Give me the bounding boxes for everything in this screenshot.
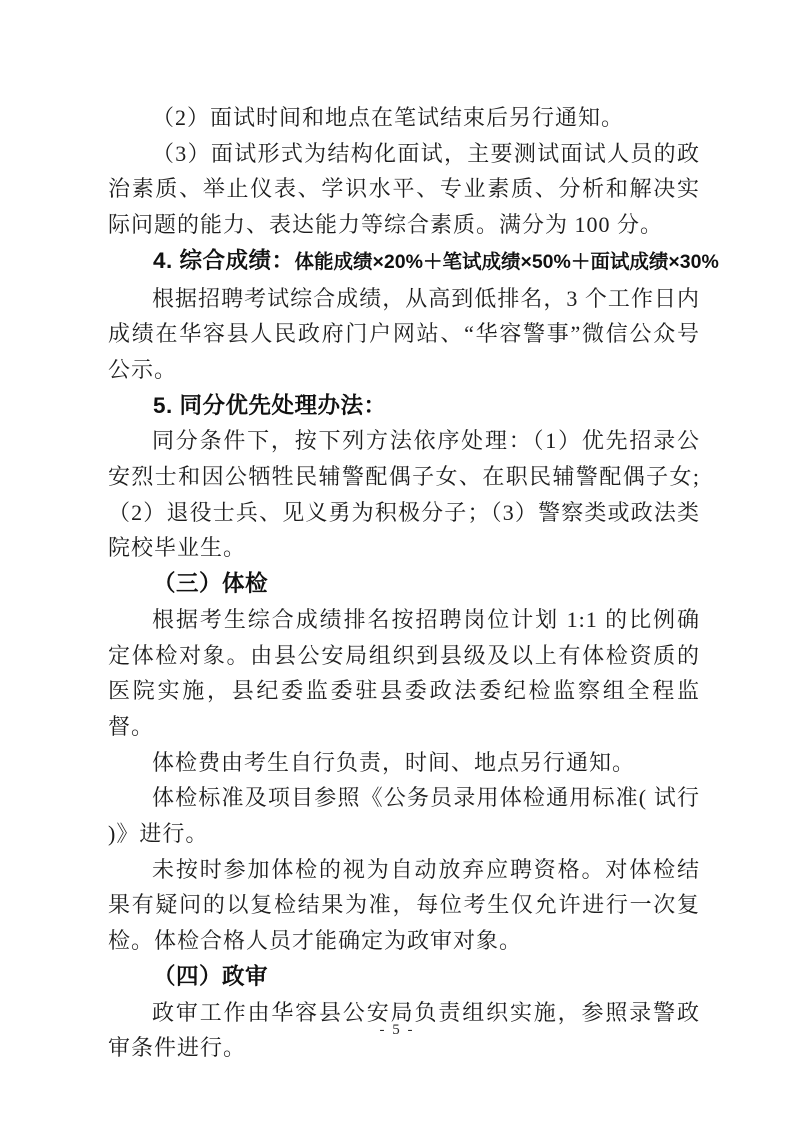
- heading-tiebreak-rules: 5. 同分优先处理办法：: [153, 392, 387, 418]
- para-physical-exam-rules: 未按时参加体检的视为自动放弃应聘资格。对体检结果有疑问的以复检结果为准，每位考生仅允许进行一次复检。体检合格人员才能确定为政审对象。: [108, 856, 700, 954]
- composite-score-formula: 体能成绩×20%＋笔试成绩×50%＋面试成绩×30%: [294, 250, 719, 273]
- page-content: [108, 100, 719, 1066]
- composite-score-label: 4. 综合成绩：: [153, 247, 295, 273]
- heading-composite-score: [108, 243, 719, 281]
- heading-section-political-review: （四）政审: [153, 963, 269, 989]
- para-physical-exam-arrangement: 根据考生综合成绩排名按招聘岗位计划 1:1 的比例确定体检对象。由县公安局组织到县级及以上有体检资质的医院实施，县纪委监委驻县委政法委纪检监察组全程监督。: [108, 606, 700, 739]
- heading-section-physical-exam: （三）体检: [153, 571, 269, 597]
- para-interview-notice: （2）面试时间和地点在笔试结束后另行通知。: [152, 105, 625, 130]
- para-score-publication: 根据招聘考试综合成绩，从高到低排名，3 个工作日内成绩在华容县人民政府门户网站、“华容警事”微信公众号公示。: [108, 285, 700, 382]
- para-political-review: 政审工作由华容县公安局负责组织实施，参照录警政审条件进行。: [108, 999, 700, 1061]
- para-physical-exam-fee: 体检费由考生自行负责，时间、地点另行通知。: [152, 749, 636, 775]
- para-interview-format: （3）面试形式为结构化面试，主要测试面试人员的政治素质、举止仪表、学识水平、专业素质、分析和解决实际问题的能力、表达能力等综合素质。满分为 100 分。: [108, 140, 700, 238]
- page-number: - 5 -: [379, 1022, 415, 1038]
- para-tiebreak-details: 同分条件下，按下列方法依序处理：（1）优先招录公安烈士和因公牺牲民辅警配偶子女、在职民辅警配偶子女;（2）退役士兵、见义勇为积极分子；（3）警察类或政法类院校毕业生。: [108, 428, 700, 561]
- para-physical-exam-standard: 体检标准及项目参照《公务员录用体检通用标准( 试行 )》进行。: [108, 785, 700, 847]
